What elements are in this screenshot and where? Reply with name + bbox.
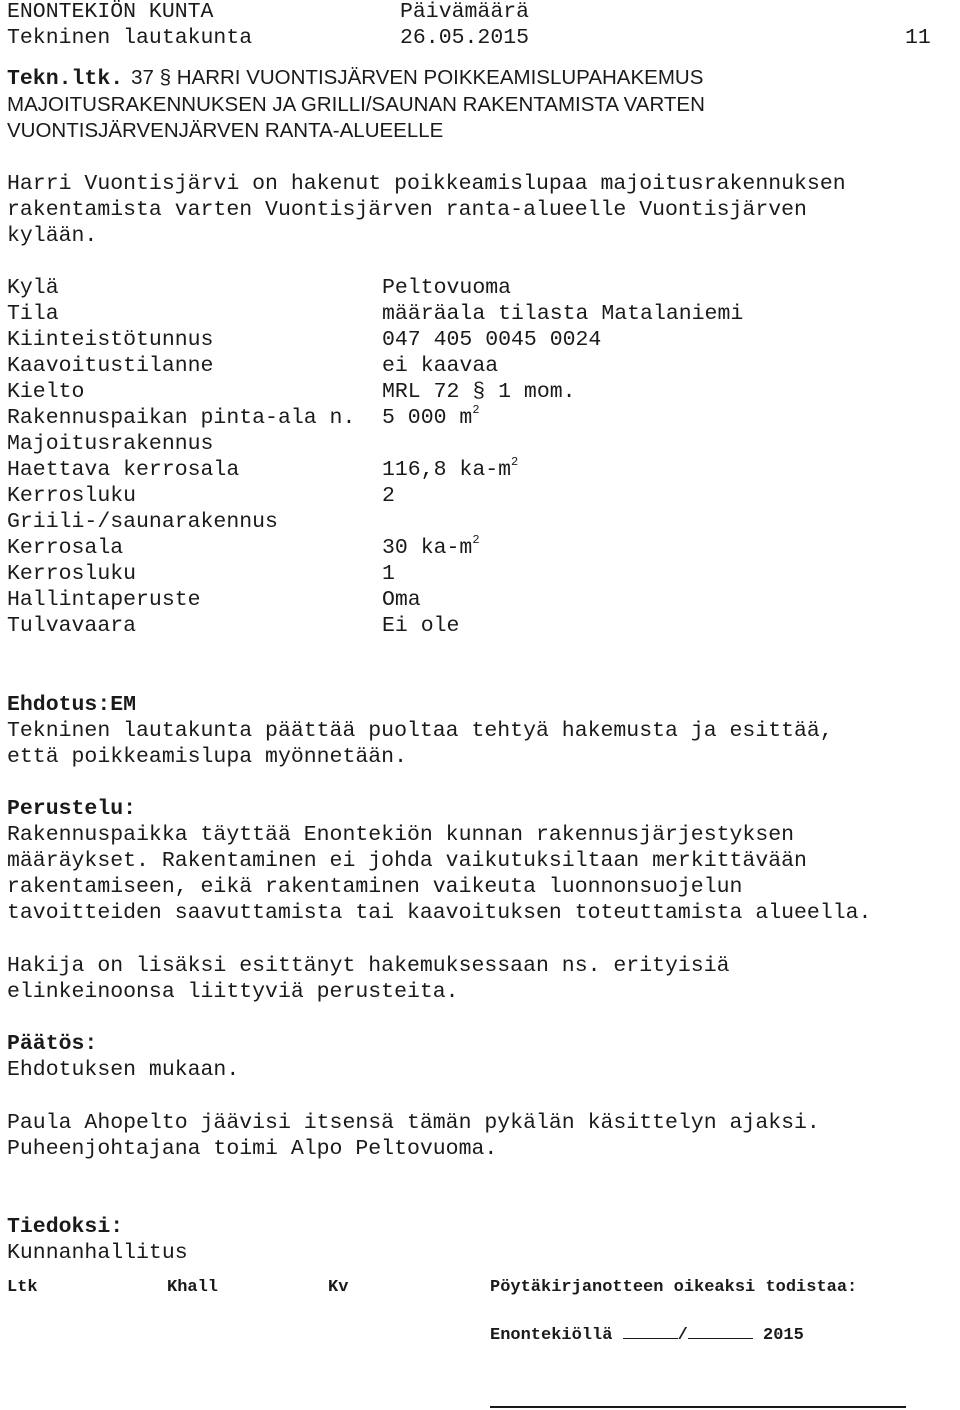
superscript: 2 [472, 532, 480, 547]
detail-value: 2 [382, 484, 395, 508]
detail-value: Ei ole [382, 614, 460, 638]
detail-value-text: 5 000 m [382, 406, 473, 430]
day-blank [623, 1322, 678, 1339]
footer-place: Enontekiöllä [490, 1326, 613, 1345]
footer-kv: Kv [328, 1278, 349, 1297]
superscript: 2 [511, 454, 519, 469]
detail-label: Tulvavaara [7, 614, 137, 638]
detail-value: Oma [382, 588, 421, 612]
page-number: 11 [905, 26, 931, 50]
reasoning-extra-line: Hakija on lisäksi esittänyt hakemuksessaan ns. erityisiä [7, 954, 730, 978]
reasoning-line: Rakennuspaikka täyttää Enontekiön kunnan rakennusjärjestyksen [7, 823, 795, 847]
title-line-3: VUONTISJÄRVENJÄRVEN RANTA-ALUEELLE [7, 119, 444, 142]
municipality-name: ENONTEKIÖN KUNTA [7, 0, 214, 24]
detail-label: Rakennuspaikan pinta-ala n. [7, 406, 356, 430]
decision-text: Ehdotuksen mukaan. [7, 1058, 240, 1082]
detail-value-text: 116,8 ka-m [382, 458, 512, 482]
proposal-line: Tekninen lautakunta päättää puoltaa tehtyä hakemusta ja esittää, [7, 719, 833, 743]
date-label: Päivämäärä [400, 0, 530, 24]
reasoning-extra-line: elinkeinoonsa liittyviä perusteita. [7, 980, 459, 1004]
month-blank [688, 1322, 753, 1339]
footer-ltk: Ltk [7, 1278, 38, 1297]
detail-value: MRL 72 § 1 mom. [382, 380, 576, 404]
detail-subheading: Griili-/saunarakennus [7, 510, 278, 534]
info-heading: Tiedoksi: [7, 1215, 124, 1239]
footer-khall: Khall [167, 1278, 219, 1297]
reasoning-line: rakentamiseen, eikä rakentaminen vaikeuta luonnonsuojelun [7, 875, 743, 899]
footer-certify: Pöytäkirjanotteen oikeaksi todistaa: [490, 1278, 858, 1297]
detail-label: Kerrosluku [7, 562, 137, 586]
signature-line [490, 1406, 906, 1408]
detail-label: Kielto [7, 380, 85, 404]
detail-label: Tila [7, 302, 59, 326]
proposal-line: että poikkeamislupa myönnetään. [7, 745, 407, 769]
detail-label: Hallintaperuste [7, 588, 201, 612]
detail-value [382, 402, 480, 430]
detail-subheading: Majoitusrakennus [7, 432, 214, 456]
detail-value: määräala tilasta Matalaniemi [382, 302, 744, 326]
detail-value: ei kaavaa [382, 354, 499, 378]
decision-heading: Päätös: [7, 1032, 98, 1056]
detail-value: 047 405 0045 0024 [382, 328, 602, 352]
detail-label: Kerrosala [7, 536, 124, 560]
footer-year: 2015 [763, 1326, 804, 1345]
decision-note: Paula Ahopelto jäävisi itsensä tämän pykälän käsittelyn ajaksi. [7, 1111, 820, 1135]
title-section: 37 § HARRI VUONTISJÄRVEN POIKKEAMISLUPAHAKEMUS [131, 66, 704, 89]
proposal-heading: Ehdotus:EM [7, 693, 137, 717]
detail-label: Haettava kerrosala [7, 458, 240, 482]
section-title [7, 66, 703, 91]
title-line-2: MAJOITUSRAKENNUKSEN JA GRILLI/SAUNAN RAKENTAMISTA VARTEN [7, 93, 705, 116]
detail-label: Kaavoitustilanne [7, 354, 214, 378]
detail-value [382, 532, 480, 560]
intro-line: rakentamista varten Vuontisjärven ranta-alueelle Vuontisjärven [7, 198, 807, 222]
board-name: Tekninen lautakunta [7, 26, 253, 50]
title-prefix: Tekn.ltk. [7, 67, 124, 91]
reasoning-line: tavoitteiden saavuttamista tai kaavoituksen toteuttamista alueella. [7, 901, 872, 925]
intro-line: Harri Vuontisjärvi on hakenut poikkeamislupaa majoitusrakennuksen [7, 172, 846, 196]
info-recipient: Kunnanhallitus [7, 1241, 188, 1265]
reasoning-line: määräykset. Rakentaminen ei johda vaikutuksiltaan merkittävään [7, 849, 807, 873]
footer-place-date [490, 1322, 804, 1345]
reasoning-heading: Perustelu: [7, 797, 137, 821]
date-slash: / [677, 1326, 688, 1345]
superscript: 2 [472, 402, 480, 417]
detail-value [382, 454, 519, 482]
intro-line: kylään. [7, 224, 98, 248]
decision-note: Puheenjohtajana toimi Alpo Peltovuoma. [7, 1137, 498, 1161]
detail-value-text: 30 ka-m [382, 536, 473, 560]
detail-label: Kiinteistötunnus [7, 328, 214, 352]
detail-value: 1 [382, 562, 395, 586]
detail-label: Kylä [7, 276, 59, 300]
detail-label: Kerrosluku [7, 484, 137, 508]
detail-value: Peltovuoma [382, 276, 512, 300]
meeting-date: 26.05.2015 [400, 26, 530, 50]
